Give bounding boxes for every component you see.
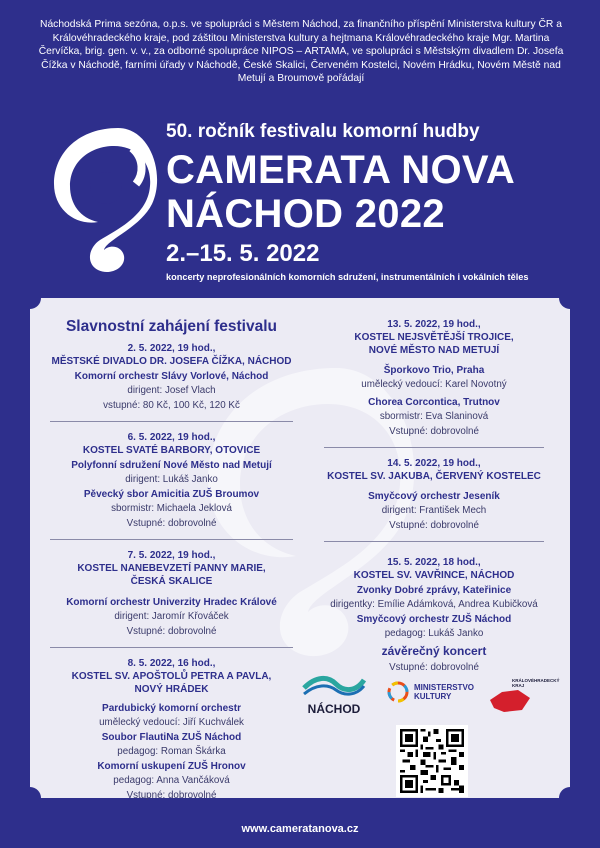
event-performer: Šporkovo Trio, Praha [383,365,485,376]
ministry-logo-line1: MINISTERSTVO [414,683,475,692]
event-performer: Pardubický komorní orchestr [102,703,241,714]
event-admission: Vstupné: dobrovolné [389,426,479,437]
nachod-wave-icon [300,672,368,698]
divider [50,539,293,540]
event-venue: KOSTEL NANEBEVZETÍ PANNY MARIE, [77,563,266,574]
event-conductor: dirigent: Lukáš Janko [125,474,218,485]
event-leader: umělecký vedoucí: Karel Novotný [361,379,507,390]
event-performer: Komorní uskupení ZUŠ Hronov [97,761,246,772]
divider [324,447,545,448]
event-performer: Komorní orchestr Univerzity Hradec Králové [66,597,277,608]
event-conductor: dirigent: Jaromír Křováček [114,611,229,622]
event-teacher: pedagog: Lukáš Janko [384,628,484,639]
divider [50,647,293,648]
event-venue-city: ČESKÁ SKALICE [130,576,213,587]
event-admission: Vstupné: dobrovolné [126,790,217,801]
event-venue: KOSTEL SV. JAKUBA, ČERVENÝ KOSTELEC [327,471,541,482]
event-admission: Vstupné: dobrovolné [389,520,479,531]
event-performer: Polyfonní sdružení Nové Město nad Metují [71,460,272,471]
festival-title-line1: CAMERATA NOVA [166,148,516,192]
event-6-may [30,431,313,530]
region-shape-icon [488,688,532,714]
event-admission: vstupné: 80 Kč, 100 Kč, 120 Kč [103,400,240,411]
event-13-may [314,318,554,438]
event-venue: KOSTEL NEJSVĚTĚJŠÍ TROJICE, [354,332,514,343]
event-choirmaster: sbormistr: Michaela Jeklová [111,503,232,514]
event-date: 2. 5. 2022, 19 hod., [127,343,216,354]
event-leader: umělecký vedoucí: Jiří Kuchválek [99,717,244,728]
panel-corner-notch [30,298,41,309]
event-venue: KOSTEL SV. VAVŘINCE, NÁCHOD [353,570,515,581]
event-8-may [30,657,313,802]
event-admission: Vstupné: dobrovolné [126,518,217,529]
event-conductor: dirigent: František Mech [381,505,487,516]
event-conductors: dirigentky: Emílie Adámková, Andrea Kubičková [330,599,538,610]
event-2-may [30,342,313,412]
event-venue-city: NOVÝ HRÁDEK [134,684,209,695]
event-venue: KOSTEL SV. APOŠTOLŮ PETRA A PAVLA, [71,671,272,682]
event-date: 15. 5. 2022, 18 hod., [387,557,481,568]
event-venue-city: NOVÉ MĚSTO NAD METUJÍ [368,345,500,356]
event-performer: Soubor FlautiNa ZUŠ Náchod [101,732,242,743]
qr-code-icon [400,729,464,793]
qr-code[interactable] [396,725,468,797]
event-15-may [314,556,554,674]
program-left-column [30,318,313,802]
festival-dates: 2.–15. 5. 2022 [166,240,320,267]
event-performer: Smyčcový orchestr Jeseník [368,491,500,502]
event-14-may [314,457,554,532]
festival-anniversary: 50. ročník festivalu komorní hudby [166,121,480,142]
region-logo-line1: KRÁLOVÉHRADECKÝ [512,678,560,683]
event-7-may [30,549,313,638]
nachod-logo [300,672,368,716]
event-teacher: pedagog: Anna Vančáková [113,775,230,786]
region-logo [488,678,560,719]
ministry-culture-logo [386,680,474,704]
event-performer: Chorea Corcontica, Trutnov [368,397,500,408]
event-date: 7. 5. 2022, 19 hod., [127,550,216,561]
event-performer: Pěvecký sbor Amicitia ZUŠ Broumov [83,489,260,500]
event-date: 14. 5. 2022, 19 hod., [387,458,481,469]
event-teacher: pedagog: Roman Škárka [117,746,226,757]
nachod-logo-text: NÁCHOD [307,702,361,716]
event-performer: Zvonky Dobré zprávy, Kateřinice [356,585,512,596]
final-concert-label: závěrečný koncert [381,644,487,658]
treble-clef-logo-icon [40,118,160,278]
divider [50,421,293,422]
event-admission: Vstupné: dobrovolné [126,626,217,637]
panel-corner-notch [559,298,570,309]
event-date: 8. 5. 2022, 16 hod., [127,658,216,669]
panel-corner-notch [559,787,570,798]
divider [324,541,545,542]
website-link[interactable]: www.cameratanova.cz [241,823,359,835]
event-date: 13. 5. 2022, 19 hod., [387,319,481,330]
festival-subtitle: koncerty neprofesionálních komorních sdružení, instrumentálních i vokálních těles [166,272,529,282]
event-performer: Komorní orchestr Slávy Vorlové, Náchod [74,371,269,382]
event-choirmaster: sbormistr: Eva Slaninová [379,411,489,422]
event-admission: Vstupné: dobrovolné [389,662,479,673]
event-venue: KOSTEL SVATÉ BARBORY, OTOVICE [82,445,261,456]
event-performer: Smyčcový orchestr ZUŠ Náchod [356,614,512,625]
event-date: 6. 5. 2022, 19 hod., [127,432,216,443]
festival-title-line2: NÁCHOD 2022 [166,192,445,236]
opening-section-title: Slavnostní zahájení festivalu [65,318,278,335]
event-conductor: dirigent: Josef Vlach [127,385,216,396]
ministry-logo-line2: KULTURY [414,692,452,701]
event-venue: MĚSTSKÉ DIVADLO DR. JOSEFA ČÍŽKA, NÁCHOD [51,356,292,367]
region-logo-line2: KRAJ [512,683,525,688]
program-right-column [314,318,554,674]
ministry-ring-icon [386,680,410,704]
intro-text: Náchodská Prima sezóna, o.p.s. ve spolupráci s Městem Náchod, za finančního příspění Ministerstva kultury ČR a Královéhradeckého kraje, pod záštitou Ministerstva kultury a hejtmana Královéhradeckého kraje Mgr. Martina Červíčka, brig. gen. v. v., za odborné spolupráce NIPOS – ARTAMA, ve spolupráci s Městským divadlem Dr. Josefa Čížka v Náchodě, farními úřady v Náchodě, České Skalici, Červeném Kostelci, Novém Hrádku, Novém Městě nad Metují a Broumově pořádají [38,19,564,84]
